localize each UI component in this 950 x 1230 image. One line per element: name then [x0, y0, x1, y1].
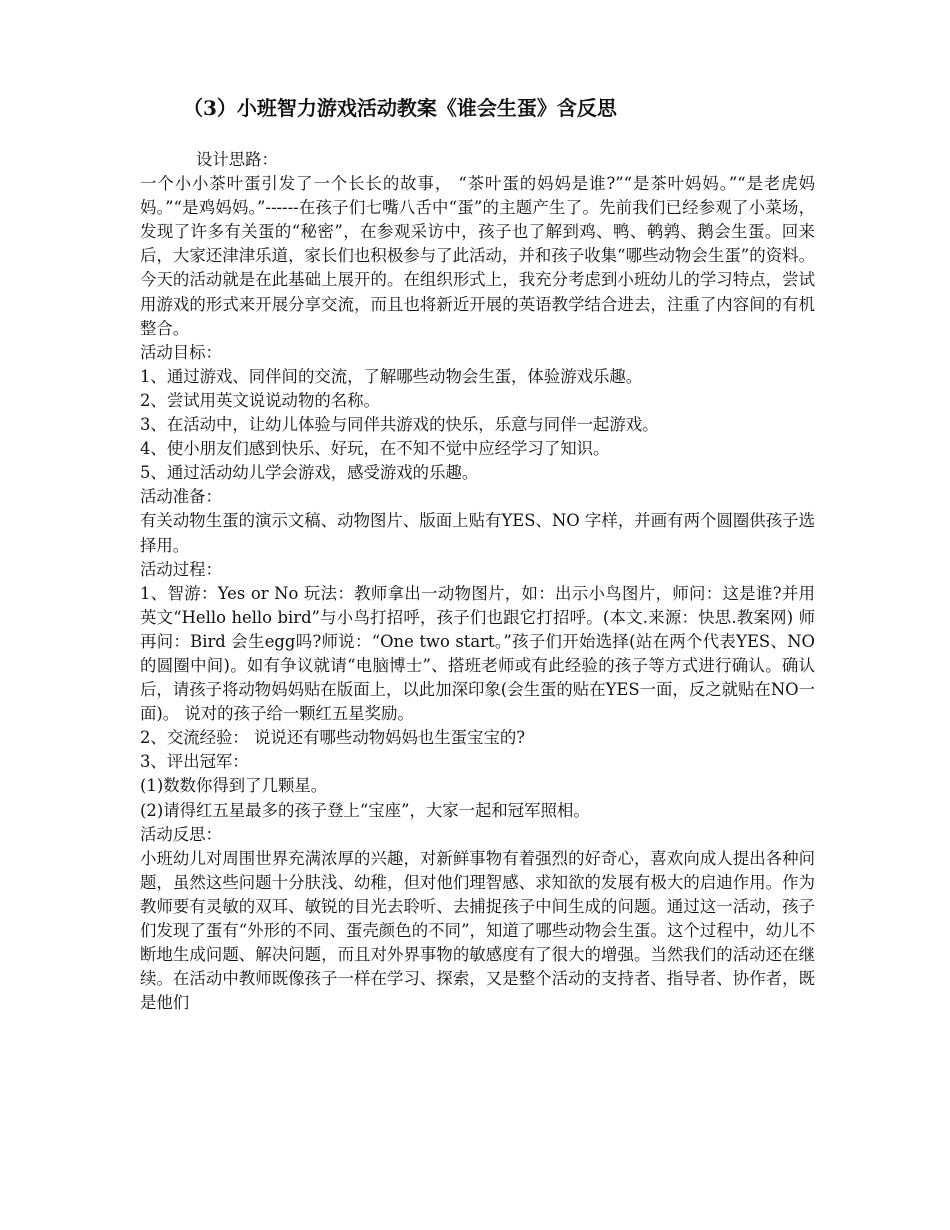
- section-heading-design: 设计思路：: [196, 150, 278, 169]
- page-title: （3）小班智力游戏活动教案《谁会生蛋》含反思: [183, 96, 617, 120]
- goal-item: 4、使小朋友们感到快乐、好玩，在不知不觉中应经学习了知识。: [140, 439, 610, 459]
- paragraph-reflection: 小班幼儿对周围世界充满浓厚的兴趣，对新鲜事物有着强烈的好奇心，喜欢向成人提出各种问题，虽然这些问题十分肤浅、幼稚，但对他们理智感、求知欲的发展有极大的启迪作用。作为教师要有灵敏的双耳、敏锐的目光去聆听、去捕捉孩子中间生成的问题。通过这一活动，孩子们发现了蛋有“外形的不同、蛋壳颜色的不同”，知道了哪些动物会生蛋。这个过程中，幼儿不断地生成问题、解决问题，而且对外界事物的敏感度有了很大的增强。当然我们的活动还在继续。在活动中教师既像孩子一样在学习、探索，又是整个活动的支持者、指导者、协作者，既是他们: [140, 848, 815, 1013]
- document-body: [140, 148, 815, 1015]
- paragraph-preparation: 有关动物生蛋的演示文稿、动物图片、版面上贴有YES、NO 字样，并画有两个圆圈供孩子选择用。: [140, 511, 815, 555]
- paragraph-design-idea: 一个小小茶叶蛋引发了一个长长的故事， “茶叶蛋的妈妈是谁?”“是茶叶妈妈。”“是老虎妈妈。”“是鸡妈妈。”------在孩子们七嘴八舌中“蛋”的主题产生了。先前我们已经参观了小菜场，发现了许多有关蛋的“秘密”，在参观采访中，孩子也了解到鸡、鸭、鹌鹑、鹅会生蛋。回来后，大家还津津乐道，家长们也积极参与了此活动，并和孩子收集“哪些动物会生蛋”的资料。今天的活动就是在此基础上展开的。在组织形式上，我充分考虑到小班幼儿的学习特点，尝试用游戏的形式来开展分享交流，而且也将新近开展的英语教学结合进去，注重了内容间的有机整合。: [140, 174, 815, 338]
- process-substep: (1)数数你得到了几颗星。: [140, 776, 328, 796]
- goal-item: 5、通过活动幼儿学会游戏，感受游戏的乐趣。: [140, 463, 479, 483]
- goal-item: 2、尝试用英文说说动物的名称。: [140, 390, 380, 410]
- process-step: 3、评出冠军：: [140, 752, 249, 772]
- process-step: 2、交流经验： 说说还有哪些动物妈妈也生蛋宝宝的?: [140, 728, 526, 748]
- section-heading-preparation: 活动准备：: [140, 487, 222, 507]
- process-substep: (2)请得红五星最多的孩子登上“宝座”，大家一起和冠军照相。: [140, 800, 590, 820]
- section-heading-process: 活动过程：: [140, 559, 222, 579]
- goal-item: 1、通过游戏、同伴间的交流，了解哪些动物会生蛋，体验游戏乐趣。: [140, 366, 643, 386]
- goal-item: 3、在活动中，让幼儿体验与同伴共游戏的快乐，乐意与同伴一起游戏。: [140, 415, 659, 435]
- section-heading-goals: 活动目标：: [140, 342, 222, 362]
- section-heading-reflection: 活动反思：: [140, 824, 222, 844]
- process-step: 1、智游：Yes or No 玩法：教师拿出一动物图片，如：出示小鸟图片，师问：这是谁?并用英文“Hello hello bird”与小鸟打招呼，孩子们也跟它打招呼。(本文.来源：快思.教案网) 师再问：Bird 会生egg吗?师说：“One two start。”孩子们开始选择(站在两个代表YES、NO的圆圈中间)。如有争议就请“电脑博士”、搭班老师或有此经验的孩子等方式进行确认。确认后，请孩子将动物妈妈贴在版面上，以此加深印象(会生蛋的贴在YES一面，反之就贴在NO一面)。 说对的孩子给一颗红五星奖励。: [140, 583, 815, 724]
